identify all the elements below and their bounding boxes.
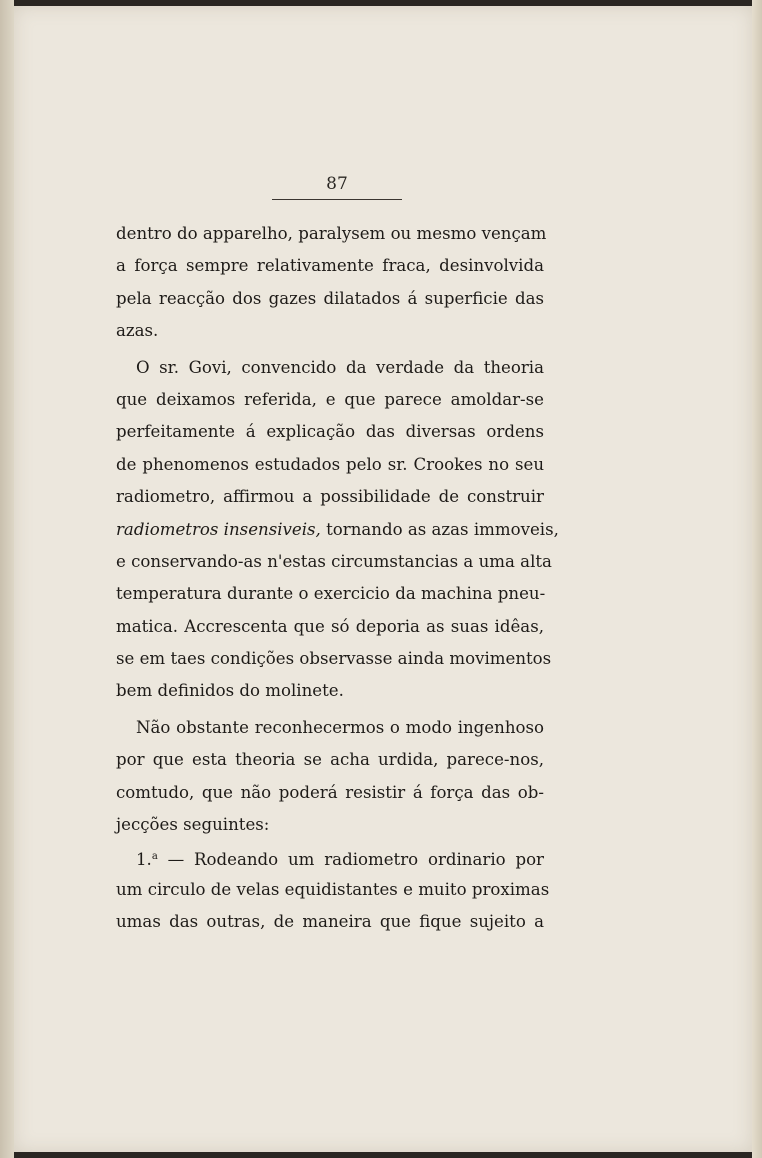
page-number: 87 [326,174,348,194]
text-line: O sr. Govi, convencido da verdade da theoria [136,357,544,377]
text-line: Não obstante reconhecermos o modo ingenhoso [136,717,544,737]
page-stack-edge [752,0,762,1158]
text-line: umas das outras, de maneira que fique sujeito a [116,912,544,932]
body-text [116,218,559,939]
line-remainder: — Rodeando um radiometro ordinario por [157,850,544,870]
header-rule [272,199,402,200]
item-number: 1. [136,850,152,870]
text-line: perfeitamente á explicação das diversas ordens [116,422,544,442]
text-line: a força sempre relativamente fraca, desinvolvida [116,256,544,276]
text-line: de phenomenos estudados pelo sr. Crookes no seu [116,454,544,474]
text-line-with-italic [116,514,559,546]
line-remainder: tornando as azas immoveis, [320,519,559,539]
text-line-numbered [116,841,544,873]
text-line: dentro do apparelho, paralysem ou mesmo vençam [116,224,547,243]
page-header [272,172,402,200]
text-line: azas. [116,321,159,341]
text-line: bem definidos do molinete. [116,681,344,701]
ordinal-suffix: a [151,851,158,863]
book-spine-edge [0,0,14,1158]
text-line: e conservando-as n'estas circumstancias a uma alta [116,551,552,571]
text-line: que deixamos referida, e que parece amoldar-se [116,389,544,409]
text-line: por que esta theoria se acha urdida, parece-nos, [116,750,544,770]
text-line: radiometro, affirmou a possibilidade de construir [116,487,544,507]
text-line: pela reacção dos gazes dilatados á superficie das [116,288,544,308]
text-line: um circulo de velas equidistantes e muito proximas [116,879,550,899]
text-line: temperatura durante o exercicio da machina pneu- [116,584,546,604]
text-line: jecções seguintes: [116,815,270,835]
italic-phrase: radiometros insensiveis, [116,519,321,539]
text-line: comtudo, que não poderá resistir á força das ob- [116,782,544,802]
text-line: se em taes condições observasse ainda movimentos [116,649,552,669]
text-line: matica. Accrescenta que só deporia as suas idêas, [116,616,544,636]
